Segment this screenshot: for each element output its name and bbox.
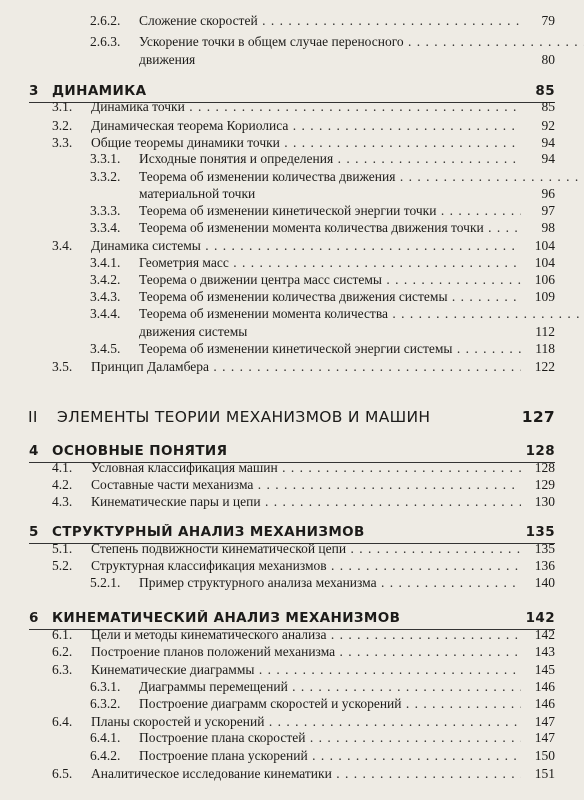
toc-entry-title: Условная классификация машин . . . xyxy=(91,460,521,476)
toc-entry-page: 136 xyxy=(534,558,555,573)
toc-entry-title: Общие теоремы динамики точки . . . xyxy=(91,135,521,151)
toc-entry-title: КИНЕМАТИЧЕСКИЙ АНАЛИЗ МЕХАНИЗМОВ xyxy=(52,610,401,626)
toc-entry-number: 6.4.2. xyxy=(90,748,121,763)
toc-entry-title: Динамическая теорема Кориолиса . . . xyxy=(91,118,521,134)
toc-entry-number: 3.3.3. xyxy=(90,203,121,218)
toc-entry-page: 142 xyxy=(534,627,555,642)
toc-entry-title: Построение планов положений механизма . . . xyxy=(91,644,521,660)
toc-entry-page: 94 xyxy=(541,135,555,150)
toc-entry-title: ЭЛЕМЕНТЫ ТЕОРИИ МЕХАНИЗМОВ И МАШИН xyxy=(57,409,431,425)
toc-entry-title: движения системы xyxy=(139,324,248,339)
toc-entry-title: Теорема об изменении количества движения . . . xyxy=(139,169,584,185)
toc-entry-page: 128 xyxy=(525,443,555,459)
toc-entry-title: Динамика точки . . . xyxy=(91,99,521,115)
toc-entry-title: Планы скоростей и ускорений . . . xyxy=(91,714,521,730)
toc-entry-title: Кинематические пары и цепи . . . xyxy=(91,494,521,510)
toc-entry-page: 96 xyxy=(541,186,555,201)
toc-entry xyxy=(0,695,584,715)
toc-entry-page: 146 xyxy=(534,679,555,694)
toc-entry-title: ДИНАМИКА xyxy=(52,83,147,99)
toc-entry-number: 3.3.2. xyxy=(90,169,121,184)
toc-entry-number: 3.5. xyxy=(52,359,73,374)
toc-entry-number: 3.4.2. xyxy=(90,272,121,287)
toc-entry-number: 4 xyxy=(29,443,39,459)
toc-entry-title: Теорема об изменении кинетической энергии точки . . . xyxy=(139,203,521,219)
toc-entry-page: 94 xyxy=(541,151,555,166)
toc-entry-title: Степень подвижности кинематической цепи . . . xyxy=(91,541,521,557)
toc-entry-title: Построение плана скоростей . . . xyxy=(139,730,521,746)
toc-entry-page: 97 xyxy=(541,203,555,218)
toc-entry-page: 151 xyxy=(534,766,555,781)
toc-entry-number: 3.4.1. xyxy=(90,255,121,270)
toc-entry-page: 122 xyxy=(534,359,555,374)
toc-entry xyxy=(0,493,584,513)
toc-entry-page: 129 xyxy=(534,477,555,492)
toc-entry-title: Цели и методы кинематического анализа . . . xyxy=(91,627,521,643)
toc-entry-page: 142 xyxy=(525,610,555,626)
toc-entry-number: 3.2. xyxy=(52,118,73,133)
toc-entry-number: 6.2. xyxy=(52,644,73,659)
toc-entry-title: Теорема об изменении момента количества движения точки . . . xyxy=(139,220,521,236)
toc-entry-number: 6.4. xyxy=(52,714,73,729)
toc-entry-number: 6.1. xyxy=(52,627,73,642)
toc-entry-number: 3.4.5. xyxy=(90,341,121,356)
toc-entry-number: 5.2.1. xyxy=(90,575,121,590)
toc-entry-page: 85 xyxy=(535,83,555,99)
toc-entry-title: Динамика системы . . . xyxy=(91,238,521,254)
toc-entry-title: Геометрия масс . . . xyxy=(139,255,521,271)
toc-entry-title: материальной точки xyxy=(139,186,256,201)
toc-entry xyxy=(0,12,584,32)
toc-entry-number: 6.3.2. xyxy=(90,696,121,711)
toc-entry-number: 3.3.1. xyxy=(90,151,121,166)
toc-entry-page: 80 xyxy=(541,52,555,67)
toc-entry xyxy=(0,358,584,378)
toc-entry-title: Аналитическое исследование кинематики . . . xyxy=(91,766,521,782)
toc-entry-number: 4.2. xyxy=(52,477,73,492)
toc-entry-page: 92 xyxy=(541,118,555,133)
toc-entry xyxy=(0,219,584,239)
toc-entry-title: Построение плана ускорений . . . xyxy=(139,748,521,764)
toc-entry-page: 104 xyxy=(534,238,555,253)
toc-entry-page: 79 xyxy=(541,13,555,28)
toc-entry-page: 106 xyxy=(534,272,555,287)
toc-entry-title: Сложение скоростей . . . xyxy=(139,13,521,29)
toc-entry-number: II xyxy=(28,408,38,426)
toc-entry xyxy=(0,729,584,749)
toc-entry-number: 5.2. xyxy=(52,558,73,573)
toc-entry-page: 146 xyxy=(534,696,555,711)
toc-entry-page: 109 xyxy=(534,289,555,304)
toc-entry-title: Теорема об изменении кинетической энергии системы . . . xyxy=(139,341,521,357)
toc-entry xyxy=(0,33,584,53)
toc-entry-number: 3 xyxy=(29,83,39,99)
toc-entry-number: 3.3. xyxy=(52,135,73,150)
toc-entry-page: 135 xyxy=(534,541,555,556)
toc-entry-page: 85 xyxy=(541,99,555,114)
toc-entry-number: 5.1. xyxy=(52,541,73,556)
toc-entry-number: 5 xyxy=(29,524,39,540)
toc-entry-title: Пример структурного анализа механизма . . . xyxy=(139,575,521,591)
toc-entry-number: 2.6.3. xyxy=(90,34,121,49)
toc-entry xyxy=(0,574,584,594)
toc-entry-title: Исходные понятия и определения . . . xyxy=(139,151,521,167)
toc-entry xyxy=(0,408,584,428)
toc-entry-number: 4.1. xyxy=(52,460,73,475)
toc-entry-title: Ускорение точки в общем случае переносного . . . xyxy=(139,34,584,50)
toc-entry-number: 6.3.1. xyxy=(90,679,121,694)
toc-entry-title: Структурная классификация механизмов . . . xyxy=(91,558,521,574)
toc-entry-number: 6.5. xyxy=(52,766,73,781)
toc-entry-page: 104 xyxy=(534,255,555,270)
toc-entry xyxy=(0,765,584,785)
toc-entry-page: 130 xyxy=(534,494,555,509)
toc-entry-page: 135 xyxy=(525,524,555,540)
toc-entry-number: 3.4. xyxy=(52,238,73,253)
toc-entry-page: 112 xyxy=(535,324,555,339)
toc-entry-title: Кинематические диаграммы . . . xyxy=(91,662,521,678)
toc-entry xyxy=(0,150,584,170)
toc-entry xyxy=(0,747,584,767)
toc-entry-number: 6 xyxy=(29,610,39,626)
toc-entry-title: Теорема о движении центра масс системы . . . xyxy=(139,272,521,288)
toc-entry-page: 150 xyxy=(534,748,555,763)
toc-entry-title: Принцип Даламбера . . . xyxy=(91,359,521,375)
toc-entry-number: 3.4.4. xyxy=(90,306,121,321)
toc-entry-title: Диаграммы перемещений . . . xyxy=(139,679,521,695)
toc-entry-page: 98 xyxy=(541,220,555,235)
toc-entry-page: 118 xyxy=(535,341,555,356)
toc-entry-title: Теорема об изменении момента количества . . . xyxy=(139,306,584,322)
toc-entry-number: 2.6.2. xyxy=(90,13,121,28)
toc-entry-page: 127 xyxy=(521,408,555,426)
toc-entry-page: 147 xyxy=(534,730,555,745)
toc-entry-number: 3.1. xyxy=(52,99,73,114)
toc-entry-title: движения xyxy=(139,52,196,67)
toc-entry xyxy=(0,340,584,360)
toc-entry xyxy=(0,305,584,325)
toc-entry-title: ОСНОВНЫЕ ПОНЯТИЯ xyxy=(52,443,228,459)
toc-entry-title: СТРУКТУРНЫЙ АНАЛИЗ МЕХАНИЗМОВ xyxy=(52,524,365,540)
toc-entry-number: 6.4.1. xyxy=(90,730,121,745)
toc-entry-page: 140 xyxy=(534,575,555,590)
toc-entry-number: 6.3. xyxy=(52,662,73,677)
toc-entry-title: Построение диаграмм скоростей и ускорений . . . xyxy=(139,696,521,712)
toc-entry-title: Теорема об изменении количества движения системы . . . xyxy=(139,289,521,305)
toc-entry xyxy=(0,51,584,71)
toc-entry xyxy=(0,643,584,663)
toc-entry-page: 128 xyxy=(534,460,555,475)
toc-entry-number: 3.4.3. xyxy=(90,289,121,304)
toc-entry-number: 4.3. xyxy=(52,494,73,509)
toc-entry-number: 3.3.4. xyxy=(90,220,121,235)
toc-entry-page: 145 xyxy=(534,662,555,677)
toc-entry-page: 147 xyxy=(534,714,555,729)
toc-entry-page: 143 xyxy=(534,644,555,659)
toc-entry xyxy=(0,98,584,118)
toc-entry-title: Составные части механизма . . . xyxy=(91,477,521,493)
